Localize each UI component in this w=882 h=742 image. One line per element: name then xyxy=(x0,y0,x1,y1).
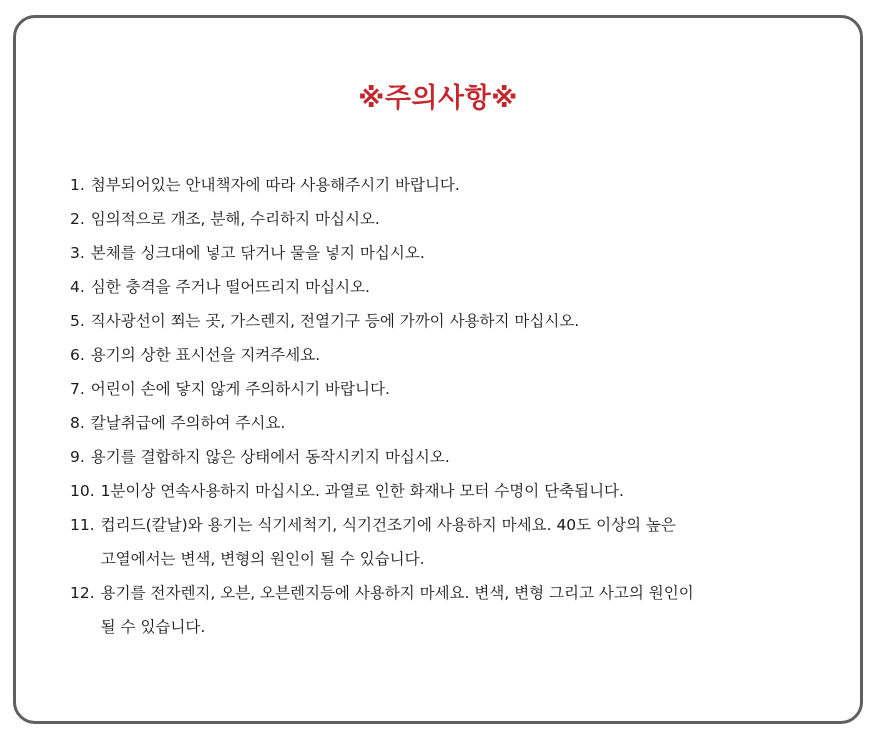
item-text-line: 직사광선이 쬐는 곳, 가스렌지, 전열기구 등에 가까이 사용하지 마십시오. xyxy=(90,312,580,330)
notice-item-11 xyxy=(70,508,840,576)
item-text-line: 될 수 있습니다. xyxy=(100,618,206,636)
item-number: 9. xyxy=(70,448,85,466)
notice-item-12 xyxy=(70,576,840,644)
notice-item-6 xyxy=(70,338,840,372)
item-text-line: 임의적으로 개조, 분해, 수리하지 마십시오. xyxy=(90,210,380,228)
item-number: 8. xyxy=(70,414,85,432)
item-number: 10. xyxy=(70,482,95,500)
item-number: 1. xyxy=(70,176,85,194)
item-number: 4. xyxy=(70,278,85,296)
item-text xyxy=(91,406,840,440)
item-text xyxy=(101,474,840,508)
item-text-line: 칼날취급에 주의하여 주시요. xyxy=(90,414,286,432)
item-number: 6. xyxy=(70,346,85,364)
notice-item-10 xyxy=(70,474,840,508)
item-text-line: 용기를 결합하지 않은 상태에서 동작시키지 마십시오. xyxy=(90,448,450,466)
notice-item-9 xyxy=(70,440,840,474)
item-text-line: 어린이 손에 닿지 않게 주의하시기 바랍니다. xyxy=(90,380,390,398)
item-number: 11. xyxy=(70,516,95,534)
item-text-line: 1분이상 연속사용하지 마십시오. 과열로 인한 화재나 모터 수명이 단축됩니다. xyxy=(100,482,624,500)
item-number: 12. xyxy=(70,584,95,602)
notice-item-2 xyxy=(70,202,840,236)
notice-item-5 xyxy=(70,304,840,338)
item-text xyxy=(91,236,840,270)
item-text-line: 컵리드(칼날)와 용기는 식기세척기, 식기건조기에 사용하지 마세요. 40도 이상의 높은 xyxy=(100,516,676,534)
item-text-line: 고열에서는 변색, 변형의 원인이 될 수 있습니다. xyxy=(100,550,425,568)
item-text-line: 심한 충격을 주거나 떨어뜨리지 마십시오. xyxy=(90,278,370,296)
item-text xyxy=(91,338,840,372)
item-text xyxy=(101,508,840,576)
item-text-line: 첨부되어있는 안내책자에 따라 사용해주시기 바랍니다. xyxy=(90,176,460,194)
item-text-line: 용기의 상한 표시선을 지켜주세요. xyxy=(90,346,321,364)
item-text xyxy=(91,372,840,406)
item-text xyxy=(91,202,840,236)
notice-box xyxy=(13,15,863,724)
item-text-line: 본체를 싱크대에 넣고 닦거나 물을 넣지 마십시오. xyxy=(90,244,425,262)
item-text xyxy=(101,576,840,644)
notice-item-8 xyxy=(70,406,840,440)
notice-item-3 xyxy=(70,236,840,270)
item-text xyxy=(91,168,840,202)
notice-item-1 xyxy=(70,168,840,202)
item-text xyxy=(91,304,840,338)
item-text xyxy=(91,440,840,474)
notice-item-4 xyxy=(70,270,840,304)
item-text-line: 용기를 전자렌지, 오븐, 오븐렌지등에 사용하지 마세요. 변색, 변형 그리고 사고의 원인이 xyxy=(100,584,694,602)
notice-title: ※주의사항※ xyxy=(358,83,518,114)
item-number: 3. xyxy=(70,244,85,262)
notice-item-7 xyxy=(70,372,840,406)
item-text xyxy=(91,270,840,304)
notice-list xyxy=(70,168,840,644)
item-number: 7. xyxy=(70,380,85,398)
item-number: 2. xyxy=(70,210,85,228)
item-number: 5. xyxy=(70,312,85,330)
